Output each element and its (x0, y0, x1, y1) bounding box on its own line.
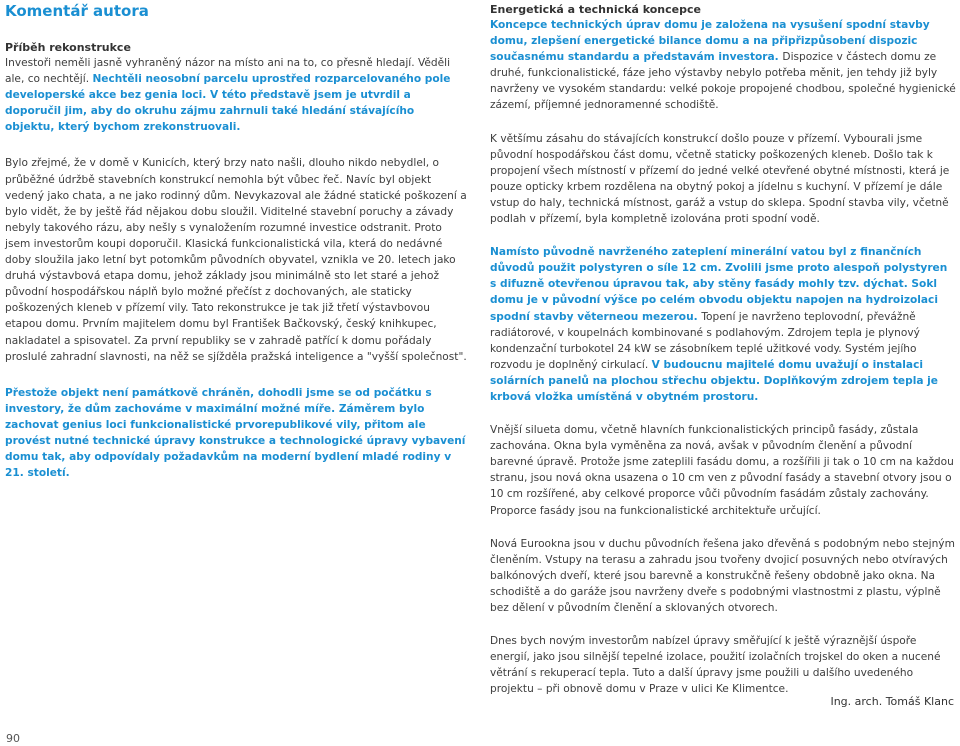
paragraph-intro-highlight: Nechtěli neosobní parcelu uprostřed rozparcelovaného pole developerské akce bez genia loci. V této představě jsem je utvrdil a doporučil jim, aby do okruhu zájmu zahrnuli také hledání stávajícího objektu, který bychom zrekonstruovali. (5, 73, 451, 134)
author-signature: Ing. arch. Tomáš Klanc (830, 695, 954, 708)
paragraph-windows: Nová Eurookna jsou v duchu původních řešena jako dřevěná s podobným nebo stejným členěním. Vstupy na terasu a zahradu jsou tvořeny dvojicí posuvných nebo otvíravých balkónových dveří, které jsou barevně a konstrukčně řešeny obdobně jako okna. Na schodiště a do garáže jsou navrženy dveře s podobnými vlastnostmi z plastu, výplně bez dělení v původním členění a sklovaných otvorech. (490, 537, 955, 614)
page-title: Komentář autora (5, 2, 149, 20)
paragraph-history: Bylo zřejmé, že v domě v Kunicích, který brzy nato našli, dlouho nikdo nebydlel, o průběžné údržbě stavebních konstrukcí nemohla být vůbec řeč. Navíc byl objekt vedený jako chata, a ne jako rodinný dům. Nevykazoval ale žádné statické poškození a bylo vidět, že by ještě řád nějakou dobu sloužil. Viditelné stavební poruchy a závady nebyly takového rázu, aby nešly s vynaložením rozumné investice odstranit. Proto jsem investorům koupi doporučil. Klasická funkcionalistická vila, která do nedávné doby sloužila jako letní byt potomkům původních obyvatel, vznikla ve 20. letech jako druhá výstavbová etapa domu, jehož základy jsou minimálně sto let staré a jehož původní hospodářskou náplň bylo možné přečíst z dochovaných, ale staticky poškozených kleneb v přízemí vily. Tato rekonstrukce je tak již třetí výstavbovou etapou domu. Prvním majitelem domu byl František Bačkovský, český knihkupec, nakladatel a spisovatel. Za první republiky se v zahradě patřící k domu pořádaly proslulé zahradní slavnosti, na něž se sjížděla pražská inteligence a "vyšší společnost". (5, 157, 467, 363)
left-column (5, 0, 467, 481)
right-column (490, 0, 956, 697)
paragraph-future: Dnes bych novým investorům nabízel úpravy směřující k ještě výraznější úspoře energií, jako jsou silnější tepelné izolace, použití izolačních trojskel do oken a nucené větrání s rekuperací tepla. Tuto a další úpravy jsme použili u dalšího uvedeného projektu – při obnově domu v Praze v ulici Ke Klimentce. (490, 635, 941, 696)
paragraph-heating-plain: Topení je navrženo teplovodní, převážně radiátorové, v koupelnách kombinované s podlahovým. Zdrojem tepla je plynový kondenzační turbokotel 24 kW se zásobníkem teplé užitkové vody. Systém jejího rozvodu je doplněný cirkulací. (490, 310, 920, 371)
paragraph-facade: Vnější silueta domu, včetně hlavních funkcionalistických principů fasády, zůstala zachována. Okna byla vyměněna za nová, avšak v původním členění a původní barevné úpravě. Protože jsme zateplili fasádu domu, a rozšířili ji tak o 10 cm na každou stranu, jsou nová okna usazena o 10 cm ven z původní fasády a stavební otvory jsou o 10 cm rozšířené, aby celkové proporce vůči původním fasádám zůstaly zachovány. Proporce fasády jsou na funkcionalistické architektuře určující. (490, 424, 954, 517)
page-number: 90 (6, 732, 20, 745)
paragraph-concept-plain: Dispozice v částech domu ze druhé, funkcionalistické, fáze jeho výstavby nebylo potřeba měnit, jen tehdy již byly navrženy ve vysokém standardu: velké pokoje propojené chodbou, společné hygienické zázemí, příjemné jednoramenné schodiště. (490, 51, 956, 112)
section-subtitle-energy: Energetická a technická koncepce (490, 3, 701, 16)
paragraph-solar-highlight: V budoucnu majitelé domu uvažují o instalaci solárních panelů na plochou střechu objektu. Doplňkovým zdrojem tepla je krbová vložka umístěná v obytném prostoru. (490, 358, 938, 403)
paragraph-intro (5, 55, 467, 135)
paragraph-insulation (490, 244, 956, 405)
paragraph-conservation: Přestože objekt není památkově chráněn, dohodli jsme se od počátku s investory, že dům zachováme v maximální možné míře. Záměrem bylo zachovat genius loci funkcionalistické prvorepublikové vily, přitom ale provést nutné technické úpravy konstrukce a technologické úpravy vybavení domu tak, aby odpovídaly požadavkům na moderní bydlení mladé rodiny v 21. století. (5, 386, 466, 480)
paragraph-intro-plain: Investoři neměli jasně vyhraněný názor na místo ani na to, co přesně hledají. Věděli ale, co nechtějí. (5, 57, 451, 86)
paragraph-groundfloor: K většímu zásahu do stávajících konstrukcí došlo pouze v přízemí. Vybourali jsme původní hospodářskou část domu, včetně staticky poškozených kleneb. Došlo tak k propojení všech místností v přízemí do jedné velké otevřené obytné místnosti, která je pouze opticky krbem rozdělena na obytný pokoj a jídelnu s kuchyní. V přízemí je dále vstup do haly, technická místnost, garáž a vstup do sklepa. Spodní stavba vily, včetně podlah v přízemí, byla kompletně izolována proti spodní vodě. (490, 132, 950, 226)
paragraph-concept (490, 17, 956, 114)
paragraph-insulation-highlight: Namísto původně navrženého zateplení minerální vatou byl z finančních důvodů použit polystyren o síle 12 cm. Zvolili jsme proto alespoň polystyren s difuzně otevřenou úpravou tak, aby stěny fasády mohly tzv. dýchat. Sokl domu je v původní výšce po celém obvodu objektu napojen na hydroizolaci spodní stavby věterneou mezerou. (490, 246, 948, 323)
section-subtitle-story: Příběh rekonstrukce (5, 41, 131, 54)
paragraph-concept-highlight: Koncepce technických úprav domu je založena na vysušení spodní stavby domu, zlepšení energetické bilance domu a na připřizpůsobení dispozic současnému standardu a představám investora. (490, 19, 930, 64)
